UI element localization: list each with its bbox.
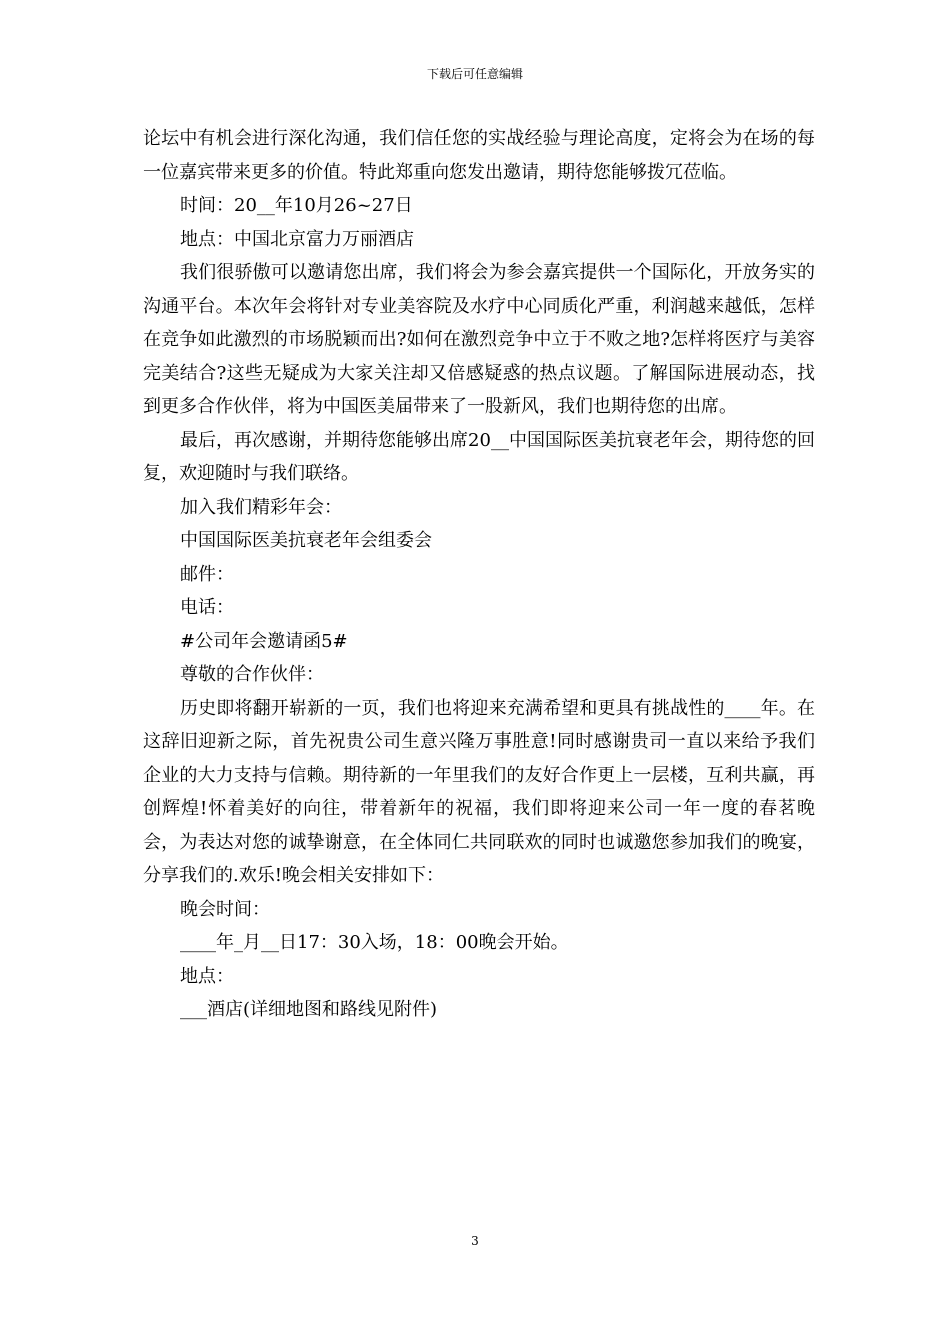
page-header: 下载后可任意编辑 <box>426 67 523 81</box>
document-body <box>143 122 815 1027</box>
paragraph-email: 邮件： <box>180 563 234 585</box>
paragraph-phone: 电话： <box>180 597 234 618</box>
paragraph-forum-invitation: 论坛中有机会进行深化沟通，我们信任您的实战经验与理论高度，定将会为在场的每一位嘉宾带来更多的价值。特此郑重向您发出邀请，期待您能够拨冗莅临。 <box>143 128 815 183</box>
paragraph-salutation: 尊敬的合作伙伴： <box>180 664 324 685</box>
paragraph-new-year-message: 历史即将翻开崭新的一页，我们也将迎来充满希望和更具有挑战性的____年。在这辞旧迎新之际，首先祝贵公司生意兴隆万事胜意!同时感谢贵司一直以来给予我们企业的大力支持与信赖。期待新的一年里我们的友好合作更上一层楼，互利共赢，再创辉煌!怀着美好的向往，带着新年的祝福，我们即将迎来公司一年一度的春茗晚会，为表达对您的诚挚谢意，在全体同仁共同联欢的同时也诚邀您参加我们的晚宴，分享我们的.欢乐!晚会相关安排如下： <box>143 697 815 886</box>
paragraph-venue: ___酒店(详细地图和路线见附件) <box>180 999 438 1020</box>
paragraph-organizer: 中国国际医美抗衰老年会组委会 <box>180 530 432 551</box>
paragraph-closing: 最后，再次感谢，并期待您能够出席20__中国国际医美抗衰老年会，期待您的回复，欢迎随时与我们联络。 <box>143 429 815 484</box>
page-number: 3 <box>471 1234 479 1248</box>
paragraph-time: 时间：20__年10月26~27日 <box>180 195 413 216</box>
paragraph-venue-label: 地点： <box>180 965 234 987</box>
section-heading-invitation-5: #公司年会邀请函5# <box>180 630 348 652</box>
paragraph-party-time: ____年_月__日17：30入场，18：00晚会开始。 <box>180 932 569 953</box>
paragraph-location: 地点：中国北京富力万丽酒店 <box>180 228 414 250</box>
paragraph-join-us: 加入我们精彩年会： <box>180 496 342 518</box>
paragraph-meeting-description: 我们很骄傲可以邀请您出席，我们将会为参会嘉宾提供一个国际化，开放务实的沟通平台。本次年会将针对专业美容院及水疗中心同质化严重，利润越来越低，怎样在竞争如此激烈的市场脱颖而出?如何在激烈竞争中立于不败之地?怎样将医疗与美容完美结合?这些无疑成为大家关注却又倍感疑惑的热点议题。了解国际进展动态，找到更多合作伙伴，将为中国医美届带来了一股新风，我们也期待您的出席。 <box>143 262 815 417</box>
paragraph-party-time-label: 晚会时间： <box>180 898 270 920</box>
